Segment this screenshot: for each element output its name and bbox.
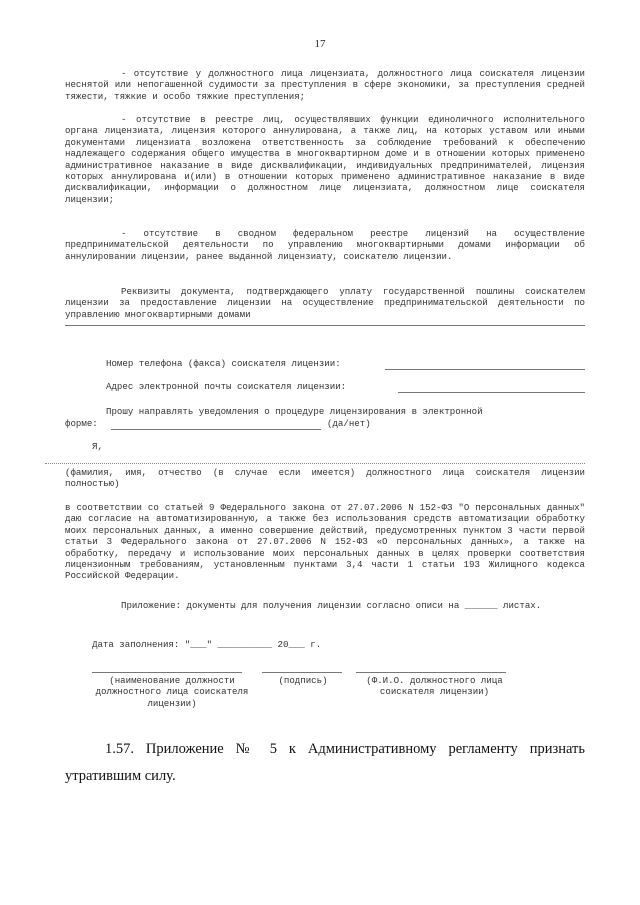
fio-hint: (фамилия, имя, отчество (в случае если имеется) должностного лица соискателя лицензии полностью) — [65, 467, 585, 490]
bullet-federal-register — [65, 228, 585, 262]
page-number: 17 — [314, 38, 326, 50]
bullet-text: - отсутствие в сводном федеральном реестре лицензий на осуществление предпринимательской деятельности по управлению многоквартирными домами информации об аннулировании лицензии, ранее выданной лицензиату, соискателю лицензии. — [65, 228, 585, 262]
fio-sign-hint: (Ф.И.О. должностного лица соискателя лицензии) — [366, 675, 503, 698]
phone-label: Номер телефона (факса) соискателя лицензии: — [106, 358, 341, 369]
date-line: Дата заполнения: "___" __________ 20___ г. — [92, 639, 322, 650]
notify-line: Прошу направлять уведомления о процедуре лицензирования в электронной — [106, 406, 483, 417]
notify-hint: (да/нет) — [327, 418, 371, 429]
signature-line[interactable] — [262, 672, 342, 673]
fio-field[interactable] — [45, 463, 585, 464]
notify-label: форме: — [65, 418, 98, 429]
amendment-paragraph: 1.57. Приложение № 5 к Административному регламенту признать утратившим силу. — [65, 741, 585, 784]
requisites-paragraph: Реквизиты документа, подтверждающего уплату государственной пошлины соискателем лицензии за предоставление лицензии на осуществление предпринимательской деятельности по управлению многоквартирными домами — [65, 286, 585, 320]
notify-field[interactable] — [111, 429, 321, 430]
appendix-paragraph: Приложение: документы для получения лицензии согласно описи на ______ листах. — [121, 600, 542, 611]
requisites-fill-line[interactable] — [65, 325, 585, 326]
phone-field[interactable] — [385, 369, 585, 370]
i-label: Я, — [92, 441, 103, 452]
fio-sign-line[interactable] — [356, 672, 506, 673]
bullet-text: - отсутствие у должностного лица лицензиата, должностного лица соискателя лицензии неснятой или непогашенной судимости за преступления в сфере экономики, за преступления средней тяжести, тяжкие и особо тяжкие преступления; — [65, 68, 585, 102]
position-hint: (наименование должности должностного лица соискателя лицензии) — [95, 675, 249, 709]
bullet-text: - отсутствие в реестре лиц, осуществлявших функции единоличного исполнительного органа лицензиата, лицензия которого аннулирована, а также лиц, на которых уставом или иными документами лицензиата возложена ответственность за соблюдение требований к обеспечению надлежащего содержания общего имущества в многоквартирном доме и в отношении которых применено административное наказание в виде дисквалификации, индивидуальных предпринимателей, лицензия которых аннулирована и(или) в отношении которых применено административное наказание в виде дисквалификации, информации о должностном лице лицензиата, должностном лице соискателя лицензии; — [65, 114, 585, 205]
consent-paragraph: в соответствии со статьей 9 Федерального закона от 27.07.2006 N 152-ФЗ "О персональных данных" даю согласие на автоматизированную, а также без использования средств автоматизации обработку моих персональных данных, а именно совершение действий, предусмотренных пунктом 3 части первой статьи 3 Федерального закона от 27.07.2006 N 152-ФЗ «О персональных данных», а также на обработку, передачу и использование моих персональных данных в целях проверки соответствия лицензионным требованиям, установленным пунктами 3,4 части 1 статьи 193 Жилищного кодекса Российской Федерации. — [65, 502, 585, 582]
email-label: Адрес электронной почты соискателя лицензии: — [106, 381, 347, 392]
bullet-criminal-record — [65, 68, 585, 102]
signature-hint: (подпись) — [278, 675, 328, 686]
position-line[interactable] — [92, 672, 242, 673]
bullet-register-persons — [65, 114, 585, 205]
email-field[interactable] — [398, 392, 585, 393]
